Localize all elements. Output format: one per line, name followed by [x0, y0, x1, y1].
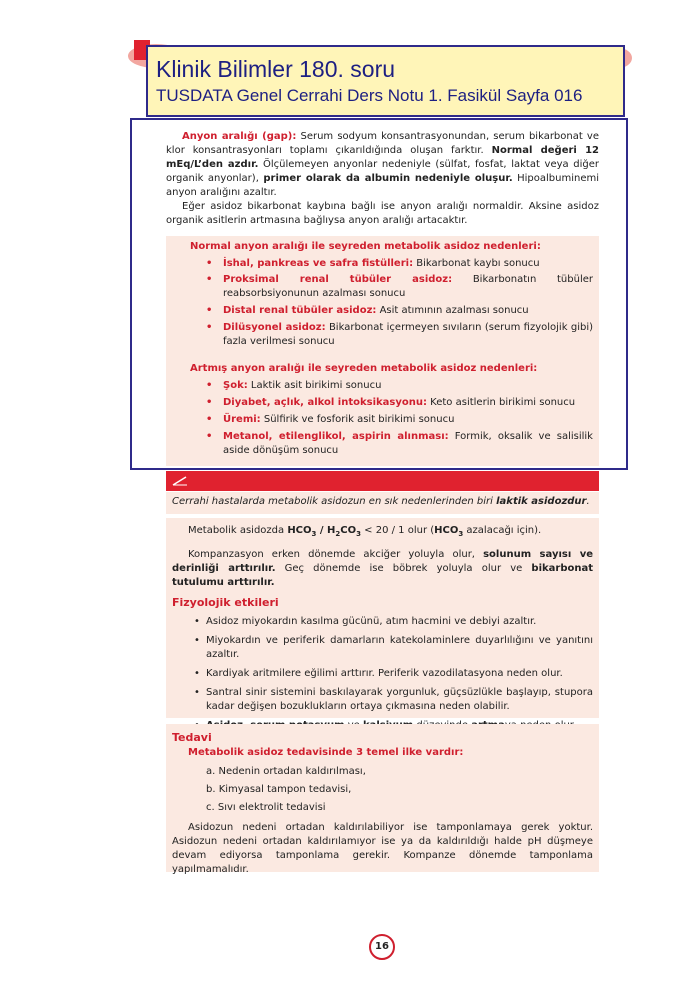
compensation-section: [166, 518, 599, 718]
albumin-text: primer olarak da albumin nedeniyle oluşur.: [263, 173, 513, 184]
high-gap-list: [166, 379, 599, 458]
formula-part: CO: [340, 525, 357, 536]
text-span: < 20 / 1 olur (: [360, 525, 435, 536]
list-item: [166, 413, 599, 427]
formula-part: HCO: [434, 525, 459, 536]
list-item: • Kardiyak aritmilere eğilimi arttırır. Periferik vazodilatasyona neden olur.: [172, 667, 593, 681]
formula-sub: 3: [356, 530, 361, 538]
note-text: Cerrahi hastalarda metabolik asidozun en sık nedenlerinden biri: [172, 496, 497, 507]
text-span: azalacağı için).: [463, 525, 542, 536]
ratio-paragraph: [172, 524, 593, 541]
item-term: Metanol, etilenglikol, aspirin alınması:: [223, 431, 449, 442]
clinical-note: [166, 492, 599, 514]
item-term: Proksimal renal tübüler asidoz:: [223, 274, 453, 285]
treatment-option: b. Kimyasal tampon tedavisi,: [206, 784, 352, 795]
text-span: Hipoalbuminemi anyon aralığını azaltır.: [166, 173, 600, 198]
item-desc: Laktik asit birikimi sonucu: [247, 380, 382, 391]
item-desc: Bikarbonat kaybı sonucu: [413, 258, 540, 269]
high-gap-title: Artmış anyon aralığı ile seyreden metabolik asidoz nedenleri:: [190, 363, 538, 374]
causes-box: [166, 236, 599, 466]
question-title: Klinik Bilimler 180. soru: [156, 56, 396, 82]
item-desc: Bikarbonat içermeyen sıvıların (serum fizyolojik gibi) fazla verilmesi sonucu: [223, 322, 594, 347]
effects-list: [172, 615, 593, 733]
text-span: Geç dönemde ise böbrek yoluyla olur ve: [275, 563, 532, 574]
item-desc: Bikarbonatın tübüler reabsorbsiyonunun azalması sonucu: [223, 274, 593, 299]
normal-gap-title: Normal anyon aralığı ile seyreden metabolik asidoz nedenleri:: [190, 241, 541, 252]
anion-gap-term: Anyon aralığı (gap):: [182, 131, 297, 142]
item-term: Diyabet, açlık, alkol intoksikasyonu:: [223, 397, 427, 408]
source-reference: TUSDATA Genel Cerrahi Ders Notu 1. Fasikül Sayfa 016: [156, 86, 583, 105]
text-span: Ölçülemeyen anyonlar nedeniyle (sülfat, fosfat, laktat veya diğer organik anyonlar),: [166, 159, 599, 184]
treatment-option: c. Sıvı elektrolit tedavisi: [206, 802, 326, 813]
item-term: Şok:: [223, 380, 248, 391]
note-banner: [166, 471, 599, 491]
question-reference-header: [146, 45, 625, 117]
list-item: [166, 304, 599, 318]
list-item: [166, 430, 599, 458]
note-emphasis: laktik asidozdur: [496, 496, 587, 507]
item-term: Dilüsyonel asidoz:: [223, 322, 326, 333]
list-item: [166, 321, 599, 349]
item-desc: Asit atımının azalması sonucu: [376, 305, 529, 316]
compensation-paragraph: [172, 548, 593, 590]
pencil-icon: [172, 476, 188, 486]
page-number: 16: [369, 934, 395, 960]
emphasis-text: bikarbonat tutulumu arttırılır.: [172, 563, 593, 588]
anion-gap-paragraph: [166, 130, 599, 200]
text-span: Metabolik asidozda: [188, 525, 288, 536]
list-item: • Miyokardın ve periferik damarların katekolaminlere duyarlılığını ve yanıtını azaltır.: [172, 634, 593, 662]
item-term: Distal renal tübüler asidoz:: [223, 305, 377, 316]
item-desc: Keto asitlerin birikimi sonucu: [427, 397, 576, 408]
treatment-option: a. Nedenin ortadan kaldırılması,: [206, 766, 366, 777]
treatment-heading: Tedavi: [172, 731, 212, 744]
treatment-section: [166, 724, 599, 875]
item-desc: Sülfirik ve fosforik asit birikimi sonucu: [260, 414, 455, 425]
list-item: [166, 273, 599, 301]
list-item: • Asidoz miyokardın kasılma gücünü, atım hacmini ve debiyi azaltır.: [172, 615, 593, 629]
formula-part: / H: [316, 525, 336, 536]
bicarbonate-paragraph: [166, 200, 599, 228]
physiological-effects-heading: Fizyolojik etkileri: [172, 596, 279, 609]
list-item: [166, 396, 599, 410]
treatment-subheading: Metabolik asidoz tedavisinde 3 temel ilke vardır:: [188, 747, 464, 758]
normal-gap-list: [166, 257, 599, 349]
note-text: .: [586, 496, 590, 507]
formula-sub: 2: [335, 530, 341, 538]
list-item: • Santral sinir sistemini baskılayarak yorgunluk, güçsüzlükle başlayıp, stupora kadar değişen bozuklukların ortaya çıkmasına neden olabilir.: [172, 686, 593, 714]
item-term: İshal, pankreas ve safra fistülleri:: [223, 258, 414, 269]
item-term: Üremi:: [223, 414, 261, 425]
list-item: [166, 379, 599, 393]
bicarbonate-text: Eğer asidoz bikarbonat kaybına bağlı ise anyon aralığı normaldir. Aksine asidoz organik asitlerin artmasına bağlıysa anyon aralığı artacaktır.: [166, 201, 599, 226]
list-item: [166, 257, 599, 271]
formula-sub: 3: [458, 530, 464, 538]
treatment-closing: Asidozun nedeni ortadan kaldırılabiliyor ise tamponlamaya gerek yoktur. Asidozun nedeni ortadan kaldırılamıyor ise ya da kaldırıldığı halde pH düşmeye devam ediyorsa tamponlama gerekir. Kompanze dönemde tamponlama yapılmamalıdır.: [172, 822, 593, 875]
normal-value-text: Normal değeri 12 mEq/L’den azdır.: [166, 145, 600, 170]
formula-sub: 3: [311, 530, 317, 538]
emphasis-text: solunum sayısı ve derinliği arttırılır.: [172, 549, 593, 574]
text-span: Serum sodyum konsantrasyonundan, serum bikarbonat ve klor konsantrasyonları toplamı çıkarıldığında oluşan farktır.: [166, 131, 600, 156]
formula-part: HCO: [287, 525, 312, 536]
text-span: Kompanzasyon erken dönemde akciğer yoluyla olur,: [188, 549, 484, 560]
item-desc: Formik, oksalik ve salisilik aside dönüşüm sonucu: [223, 431, 593, 456]
